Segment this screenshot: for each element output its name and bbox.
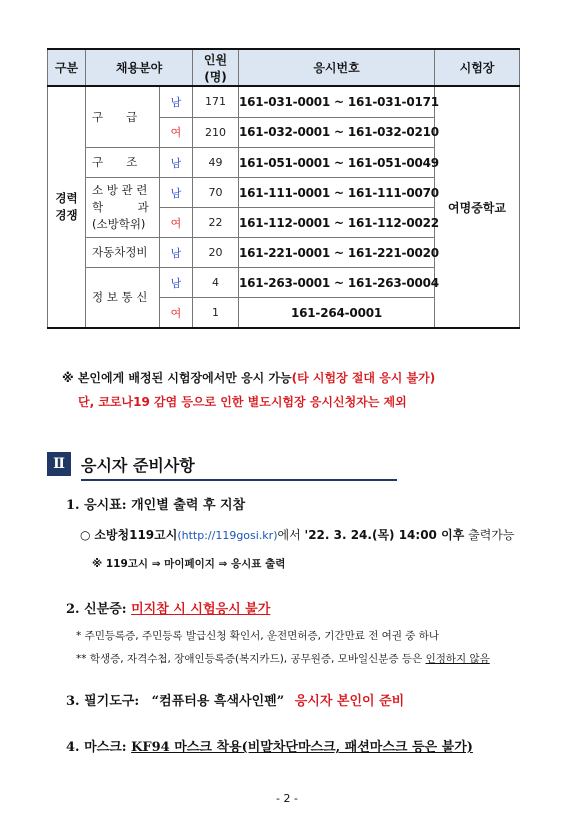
header-site: 시험장 — [435, 49, 520, 86]
page-number: - 2 - — [276, 792, 298, 805]
print-date: '22. 3. 24.(목) 14:00 이후 — [304, 528, 465, 542]
section-title: 응시자 준비사항 — [81, 456, 195, 475]
note-warning: (타 시험장 절대 응시 불가) — [291, 371, 436, 385]
site-cell: 여명중학교 — [435, 86, 520, 328]
header-field: 채용분야 — [86, 49, 193, 86]
count-cell: 4 — [193, 268, 239, 298]
number-range-cell: 161-031-0001 ~ 161-031-0171 — [239, 86, 435, 117]
id-valid-list: * 주민등록증, 주민등록 발급신청 확인서, 운전면허증, 기간만료 전 여권 중 하나 — [76, 630, 440, 642]
field-line: (소방학위) — [92, 217, 146, 231]
id-invalid-underline: 인정하지 않음 — [425, 653, 490, 665]
field-cell: 구 급 — [86, 86, 160, 148]
exam-site-table — [47, 48, 520, 329]
section-number: Ⅱ — [47, 452, 71, 476]
item-id-title: 2. 신분증: — [66, 602, 127, 617]
table-row — [48, 86, 520, 117]
count-cell: 171 — [193, 86, 239, 117]
pen-note: 응시자 본인이 준비 — [294, 694, 405, 709]
section-underline — [81, 479, 397, 481]
gender-cell: 남 — [160, 148, 193, 178]
category-line: 경력 — [55, 191, 78, 205]
category-line: 경쟁 — [55, 208, 78, 222]
item-mask-title: 4. 마스크: — [66, 740, 127, 755]
number-range-cell: 161-111-0001 ~ 161-111-0070 — [239, 178, 435, 208]
item-mask-line — [66, 736, 473, 755]
count-cell: 49 — [193, 148, 239, 178]
number-range-cell: 161-264-0001 — [239, 298, 435, 329]
note-text: ※ 본인에게 배정된 시험장에서만 응시 가능 — [62, 371, 292, 385]
count-cell: 210 — [193, 117, 239, 148]
id-warning: 미지참 시 시험응시 불가 — [131, 602, 271, 617]
gender-cell: 남 — [160, 86, 193, 117]
number-range-cell: 161-221-0001 ~ 161-221-0020 — [239, 238, 435, 268]
number-range-cell: 161-112-0001 ~ 161-112-0022 — [239, 208, 435, 238]
ticket-print-path: ※ 119고시 ⇒ 마이페이지 ⇒ 응시표 출력 — [92, 558, 286, 570]
from-text: 에서 — [277, 528, 301, 542]
mask-text: KF94 마스크 착용(비말차단마스크, 패션마스크 등은 불가) — [131, 740, 473, 755]
gender-cell: 남 — [160, 178, 193, 208]
count-cell: 70 — [193, 178, 239, 208]
exam-site-note — [62, 369, 435, 386]
count-cell: 20 — [193, 238, 239, 268]
category-cell — [48, 86, 86, 328]
site-name: 소방청119고시 — [94, 528, 178, 542]
site-link[interactable]: (http://119gosi.kr) — [177, 529, 278, 542]
field-cell — [86, 178, 160, 238]
number-range-cell: 161-032-0001 ~ 161-032-0210 — [239, 117, 435, 148]
field-line: 소 방 관 련 — [92, 183, 148, 197]
exam-site-exception-note: 단, 코로나19 감염 등으로 인한 별도시험장 응시신청자는 제외 — [78, 395, 407, 409]
pen-name: “컴퓨터용 흑색사인펜” — [151, 694, 285, 709]
number-range-cell: 161-051-0001 ~ 161-051-0049 — [239, 148, 435, 178]
field-cell: 자동차정비 — [86, 238, 160, 268]
id-invalid-list — [76, 651, 490, 666]
item-pen-title: 3. 필기도구: — [66, 694, 140, 709]
gender-cell: 남 — [160, 238, 193, 268]
gender-cell: 남 — [160, 268, 193, 298]
item-ticket-title: 1. 응시표: 개인별 출력 후 지참 — [66, 498, 246, 513]
header-category: 구분 — [48, 49, 86, 86]
ticket-instruction — [80, 526, 514, 543]
bullet-icon: ○ — [80, 528, 91, 542]
field-line: 학 과 — [92, 200, 149, 214]
print-suffix: 출력가능 — [464, 528, 515, 542]
count-cell: 1 — [193, 298, 239, 329]
item-id-line — [66, 598, 270, 617]
id-invalid-text: ** 학생증, 자격수첩, 장애인등록증(복지카드), 공무원증, 모바일신분증 등은 — [76, 653, 426, 665]
field-cell: 정 보 통 신 — [86, 268, 160, 329]
header-number: 응시번호 — [239, 49, 435, 86]
gender-cell: 여 — [160, 117, 193, 148]
field-cell: 구 조 — [86, 148, 160, 178]
gender-cell: 여 — [160, 208, 193, 238]
count-cell: 22 — [193, 208, 239, 238]
header-count: 인원(명) — [193, 49, 239, 86]
item-pen-line — [66, 690, 404, 709]
number-range-cell: 161-263-0001 ~ 161-263-0004 — [239, 268, 435, 298]
table-header-row — [48, 49, 520, 86]
gender-cell: 여 — [160, 298, 193, 329]
